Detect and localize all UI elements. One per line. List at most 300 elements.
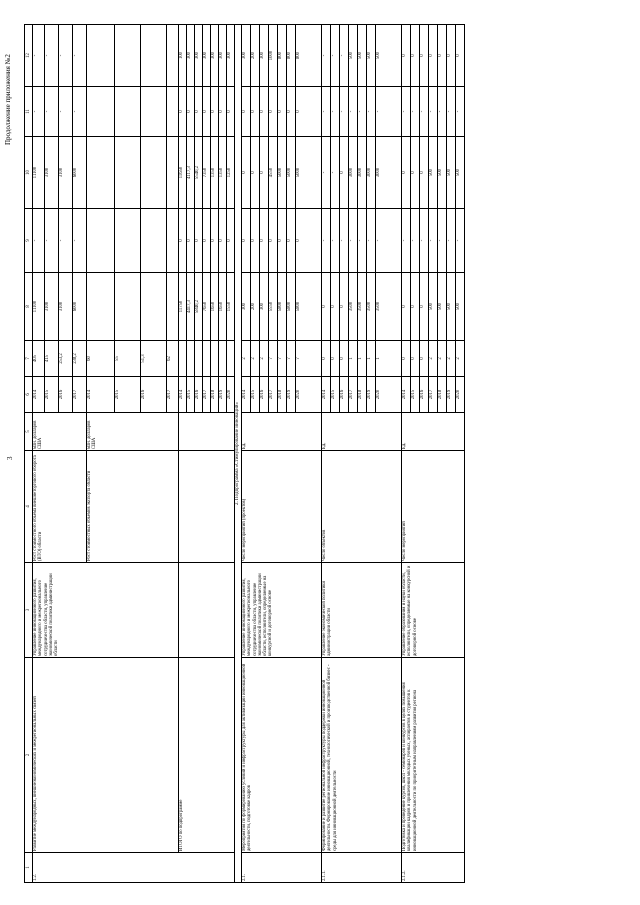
value-v7: 60 [87, 341, 115, 377]
indicator-unit: Ед. [322, 413, 402, 451]
value-v12: - [59, 25, 73, 87]
value-v9: 0 [219, 209, 227, 273]
value-v8: 0 [411, 273, 420, 341]
year-cell: 2015 [251, 377, 260, 413]
value-v11: - [59, 87, 73, 137]
value-v10: 500 [429, 137, 438, 209]
year-cell: 2017 [429, 377, 438, 413]
value-v11: 0 [242, 87, 251, 137]
value-v8: 500 [438, 273, 447, 341]
value-v12: 300 [242, 25, 251, 87]
year-cell: 2016 [195, 377, 203, 413]
value-v9: - [331, 209, 340, 273]
value-v9: - [438, 209, 447, 273]
value-v10: 3100 [45, 137, 59, 209]
value-v12: 300 [219, 25, 227, 87]
value-v11: - [322, 87, 331, 137]
item-name: Мероприятия по формированию условий и инфраструктуры для активизации инновационной деятельности, подготовке кадров [242, 658, 322, 853]
year-cell: 2017 [349, 377, 358, 413]
value-v12: 0 [411, 25, 420, 87]
page-number: 3 [6, 456, 14, 460]
empty-cell [211, 341, 219, 377]
value-v8: 7650 [203, 273, 211, 341]
value-v11: - [73, 87, 87, 137]
column-number: 1 [25, 853, 33, 883]
value-v7: 253,2 [59, 341, 73, 377]
year-cell: 2020 [227, 377, 235, 413]
value-v11: - [45, 87, 59, 137]
value-v8: 0 [322, 273, 331, 341]
value-v9: 0 [179, 209, 187, 273]
value-v9: - [447, 209, 456, 273]
value-v9: - [349, 209, 358, 273]
value-v9: 0 [211, 209, 219, 273]
value-v12: 500 [376, 25, 402, 87]
year-cell: 2018 [211, 377, 219, 413]
value-v10: 5000 [287, 137, 296, 209]
year-cell: 2016 [340, 377, 349, 413]
value-v8: 500 [429, 273, 438, 341]
value-v11: 0 [296, 87, 322, 137]
value-v12: - [331, 25, 340, 87]
year-cell: 2015 [411, 377, 420, 413]
value-v10: 1350 [219, 137, 227, 209]
value-v11: 0 [227, 87, 235, 137]
value-v8: 5550 [269, 273, 278, 341]
value-v8: 6000 [73, 273, 87, 341]
year-cell: 2015 [331, 377, 340, 413]
value-v10: 1250 [227, 137, 235, 209]
value-v12: 0 [456, 25, 465, 87]
value-v9: - [402, 209, 411, 273]
value-v8: 500 [456, 273, 465, 341]
value-v8: 11750 [179, 273, 187, 341]
value-v9: - [322, 209, 331, 273]
year-cell: 2020 [456, 377, 465, 413]
year-cell: 2016 [59, 377, 73, 413]
empty-cell [167, 273, 179, 341]
empty-cell [87, 87, 115, 137]
value-v8: 1650 [211, 273, 219, 341]
value-v7: 1 [358, 341, 367, 377]
value-v10: 1350 [211, 137, 219, 209]
value-v9: - [59, 209, 73, 273]
value-v12: 0 [402, 25, 411, 87]
value-v8: 0 [331, 273, 340, 341]
value-v9: 0 [296, 209, 322, 273]
empty-cell [87, 209, 115, 273]
value-v12: 1000 [269, 25, 278, 87]
value-v7: 2 [456, 341, 465, 377]
year-cell: 2019 [219, 377, 227, 413]
column-number: 6 [25, 377, 33, 413]
value-v7: 0 [402, 341, 411, 377]
value-v12: 0 [447, 25, 456, 87]
value-v11: 0 [260, 87, 269, 137]
empty-cell [195, 341, 203, 377]
value-v11: - [402, 87, 411, 137]
value-v8: 4417,3 [187, 273, 195, 341]
value-v7: 0 [340, 341, 349, 377]
value-v11: 0 [278, 87, 287, 137]
value-v12: 800 [278, 25, 287, 87]
value-v11: 0 [269, 87, 278, 137]
year-cell: 2019 [367, 377, 376, 413]
indicator-name: Число мероприятий [402, 451, 465, 563]
value-v8: 3100 [45, 273, 59, 341]
value-v10: 3100 [59, 137, 73, 209]
value-v12: 800 [296, 25, 322, 87]
empty-cell [141, 273, 167, 341]
value-v11: - [340, 87, 349, 137]
section-title: 2. Подпрограмма «Стимулирование инноваций» [235, 25, 242, 883]
year-cell: 2018 [438, 377, 447, 413]
value-v7: 2 [251, 341, 260, 377]
empty-cell [167, 87, 179, 137]
value-v11: - [376, 87, 402, 137]
indicator-name: Рост стоимостных объемов экспорта области [87, 451, 179, 563]
value-v7: 0 [331, 341, 340, 377]
value-v8: 5840,2 [195, 273, 203, 341]
item-id: 1.2. [33, 853, 235, 883]
year-cell: 2015 [45, 377, 59, 413]
total-row [179, 25, 187, 883]
value-v11: - [456, 87, 465, 137]
empty-cell [167, 137, 179, 209]
item-executor: Управление инновационного развития, международного и межрегионального сотрудничества области, управление экономической политики администрации области [33, 563, 179, 658]
value-v10: 3000 [367, 137, 376, 209]
value-v9: - [429, 209, 438, 273]
value-v10: 4550 [269, 137, 278, 209]
value-v12: 300 [195, 25, 203, 87]
value-v11: - [349, 87, 358, 137]
value-v10: 0 [260, 137, 269, 209]
value-v9: 0 [251, 209, 260, 273]
item-id: 2.1.1. [322, 853, 402, 883]
empty-cell [115, 273, 141, 341]
value-v9: 0 [227, 209, 235, 273]
value-v9: 0 [203, 209, 211, 273]
empty-cell [115, 209, 141, 273]
value-v9: - [420, 209, 429, 273]
empty-cell [141, 209, 167, 273]
value-v9: 0 [187, 209, 195, 273]
indicator-name: Число мероприятий (проектов) [242, 451, 322, 563]
value-v8: 500 [447, 273, 456, 341]
value-v10: 500 [456, 137, 465, 209]
indicator-name: Число объектов [322, 451, 402, 563]
value-v10: 5540,2 [195, 137, 203, 209]
value-v10: 0 [340, 137, 349, 209]
value-v12: 300 [227, 25, 235, 87]
value-v12: 500 [367, 25, 376, 87]
table-body [25, 25, 465, 883]
program-table [24, 24, 465, 883]
year-cell: 2019 [287, 377, 296, 413]
value-v10: 11100 [33, 137, 45, 209]
value-v8: 1650 [219, 273, 227, 341]
value-v7: 1 [349, 341, 358, 377]
value-v10: 5000 [278, 137, 287, 209]
value-v11: - [33, 87, 45, 137]
value-v8: 300 [242, 273, 251, 341]
value-v11: - [331, 87, 340, 137]
empty-cell [141, 25, 167, 87]
value-v8: 1550 [227, 273, 235, 341]
table-row [322, 25, 331, 883]
year-cell: 2017 [167, 377, 179, 413]
value-v10: - [322, 137, 331, 209]
value-v12: 0 [438, 25, 447, 87]
value-v8: 0 [420, 273, 429, 341]
value-v7: 405 [33, 341, 45, 377]
value-v10: 4117,3 [187, 137, 195, 209]
year-cell: 2018 [358, 377, 367, 413]
value-v9: - [33, 209, 45, 273]
value-v10: 0 [411, 137, 420, 209]
value-v11: 0 [251, 87, 260, 137]
value-v11: 0 [179, 87, 187, 137]
value-v11: - [367, 87, 376, 137]
value-v12: 500 [358, 25, 367, 87]
year-cell: 2017 [203, 377, 211, 413]
item-id: 2.1.2. [402, 853, 465, 883]
value-v7: 0 [420, 341, 429, 377]
year-cell: 2014 [322, 377, 331, 413]
value-v12: - [340, 25, 349, 87]
year-cell: 2016 [141, 377, 167, 413]
empty-cell [219, 341, 227, 377]
column-number: 4 [25, 451, 33, 563]
value-v12: 500 [349, 25, 358, 87]
value-v7: 2 [429, 341, 438, 377]
value-v12: 0 [420, 25, 429, 87]
value-v12: 300 [187, 25, 195, 87]
table-row [242, 25, 251, 883]
value-v7: 51,3 [141, 341, 167, 377]
year-cell: 2016 [420, 377, 429, 413]
value-v11: 0 [219, 87, 227, 137]
value-v10: 0 [420, 137, 429, 209]
year-cell: 2020 [376, 377, 402, 413]
value-v10: 0 [242, 137, 251, 209]
value-v11: - [447, 87, 456, 137]
column-number: 5 [25, 413, 33, 451]
empty-cell [179, 563, 235, 658]
empty-cell [167, 25, 179, 87]
value-v12: - [73, 25, 87, 87]
value-v7: 2 [438, 341, 447, 377]
value-v9: 0 [195, 209, 203, 273]
value-v9: - [358, 209, 367, 273]
value-v12: 800 [287, 25, 296, 87]
value-v9: - [411, 209, 420, 273]
year-cell: 2014 [33, 377, 45, 413]
indicator-unit: млн. долларов США [87, 413, 179, 451]
value-v10: - [331, 137, 340, 209]
empty-cell [141, 87, 167, 137]
empty-cell [115, 137, 141, 209]
column-number: 8 [25, 273, 33, 341]
year-cell: 2014 [242, 377, 251, 413]
value-v11: 0 [287, 87, 296, 137]
value-v11: 0 [211, 87, 219, 137]
value-v9: - [73, 209, 87, 273]
empty-cell [87, 273, 115, 341]
value-v10: 3000 [376, 137, 402, 209]
column-number: 11 [25, 87, 33, 137]
item-executor: Управление образования и науки области, исполнители, определяемые на конкурсной и договорной основе [402, 563, 465, 658]
total-label: ИТОГО по подпрограмме [179, 658, 235, 853]
column-number: 2 [25, 658, 33, 853]
year-cell: 2017 [269, 377, 278, 413]
year-cell: 2014 [87, 377, 115, 413]
year-cell: 2014 [402, 377, 411, 413]
value-v7: 7 [278, 341, 287, 377]
value-v7: 2 [260, 341, 269, 377]
value-v11: 0 [187, 87, 195, 137]
value-v7: 7 [296, 341, 322, 377]
value-v8: 3500 [358, 273, 367, 341]
year-cell: 2017 [73, 377, 87, 413]
value-v8: 3100 [59, 273, 73, 341]
value-v12: 0 [429, 25, 438, 87]
column-number: 10 [25, 137, 33, 209]
section-title-row [235, 25, 242, 883]
value-v11: - [411, 87, 420, 137]
column-number: 3 [25, 563, 33, 658]
value-v11: - [358, 87, 367, 137]
empty-cell [87, 137, 115, 209]
value-v9: - [456, 209, 465, 273]
year-cell: 2019 [447, 377, 456, 413]
value-v9: - [367, 209, 376, 273]
value-v9: 0 [269, 209, 278, 273]
year-cell: 2016 [260, 377, 269, 413]
value-v8: 5800 [287, 273, 296, 341]
value-v7: 62 [167, 341, 179, 377]
item-id: 2.1. [242, 853, 322, 883]
indicator-unit: Ед. [402, 413, 465, 451]
value-v7: 55 [115, 341, 141, 377]
value-v9: - [376, 209, 402, 273]
column-number: 9 [25, 209, 33, 273]
value-v7: 238,2 [73, 341, 87, 377]
empty-cell [167, 209, 179, 273]
column-number: 7 [25, 341, 33, 377]
empty-cell [187, 341, 195, 377]
empty-cell [141, 137, 167, 209]
value-v12: 300 [211, 25, 219, 87]
value-v12: 300 [260, 25, 269, 87]
indicator-name: Рост стоимостного объема внешнеторгового оборота (ВТО) области [33, 451, 87, 563]
empty-cell [179, 451, 235, 563]
value-v11: 0 [203, 87, 211, 137]
value-v8: 11100 [33, 273, 45, 341]
year-cell: 2015 [187, 377, 195, 413]
value-v10: 3000 [349, 137, 358, 209]
year-cell: 2015 [115, 377, 141, 413]
value-v8: 3500 [367, 273, 376, 341]
value-v8: 200 [251, 273, 260, 341]
item-executor: Управление экономической политики администрации области [322, 563, 402, 658]
item-name: Подготовка и проведение курсов, школ - семинаров и конкурсов в целях повышения квалификации кадров и привлечения молодых ученых, аспирантов и студентов к инновационной деятельности по приоритетным направлениям развития региона [402, 658, 465, 853]
value-v7: 1 [376, 341, 402, 377]
value-v9: - [340, 209, 349, 273]
value-v7: 0 [322, 341, 331, 377]
value-v10: 500 [438, 137, 447, 209]
value-v10: 6000 [73, 137, 87, 209]
value-v10: 11650 [179, 137, 187, 209]
empty-cell [227, 341, 235, 377]
value-v8: 0 [340, 273, 349, 341]
value-v9: 0 [278, 209, 287, 273]
value-v7: 7 [269, 341, 278, 377]
year-cell: 2020 [296, 377, 322, 413]
value-v11: - [438, 87, 447, 137]
empty-cell [179, 341, 187, 377]
value-v9: 0 [287, 209, 296, 273]
value-v8: 3500 [376, 273, 402, 341]
value-v7: 0 [411, 341, 420, 377]
value-v8: 0 [402, 273, 411, 341]
value-v7: 1 [367, 341, 376, 377]
value-v10: 3000 [358, 137, 367, 209]
value-v8: 5800 [296, 273, 322, 341]
value-v12: 200 [251, 25, 260, 87]
value-v10: 5000 [296, 137, 322, 209]
column-number-row [25, 25, 33, 883]
value-v9: 0 [260, 209, 269, 273]
value-v8: 5800 [278, 273, 287, 341]
appendix-label: Продолжение приложения №2 [4, 54, 12, 145]
table-row [33, 25, 45, 883]
empty-cell [115, 87, 141, 137]
item-name: Формирование и развитие региональной инфраструктуры поддержки инновационной деятельности. Формирование инновационной, технологической и производственной бизнес - среды для инновационной деятельности [322, 658, 402, 853]
value-v9: 0 [242, 209, 251, 273]
empty-cell [203, 341, 211, 377]
value-v12: - [33, 25, 45, 87]
value-v12: 300 [203, 25, 211, 87]
empty-cell [115, 25, 141, 87]
item-executor: Управление инновационного развития, международного и межрегионального сотрудничества области, управление экономической политики администрации области, исполнители, определяемые на конкурсной и договорной основе [242, 563, 322, 658]
value-v11: 0 [195, 87, 203, 137]
item-name: Развитие международных, внешнеэкономических и межрегиональных связей [33, 658, 179, 853]
value-v10: 7350 [203, 137, 211, 209]
value-v12: - [322, 25, 331, 87]
value-v9: - [45, 209, 59, 273]
indicator-unit: млн. долларов США [33, 413, 87, 451]
table-row [402, 25, 411, 883]
value-v10: 0 [251, 137, 260, 209]
value-v12: 100 [179, 25, 187, 87]
value-v7: 415 [45, 341, 59, 377]
value-v7: 2 [447, 341, 456, 377]
year-cell: 2018 [278, 377, 287, 413]
value-v8: 300 [260, 273, 269, 341]
indicator-unit: Ед. [242, 413, 322, 451]
value-v12: - [45, 25, 59, 87]
year-cell: 2014 [179, 377, 187, 413]
empty-cell [87, 25, 115, 87]
value-v7: 7 [287, 341, 296, 377]
empty-cell [179, 413, 235, 451]
value-v11: - [429, 87, 438, 137]
column-number: 12 [25, 25, 33, 87]
value-v11: - [420, 87, 429, 137]
value-v10: 0 [402, 137, 411, 209]
value-v8: 3500 [349, 273, 358, 341]
